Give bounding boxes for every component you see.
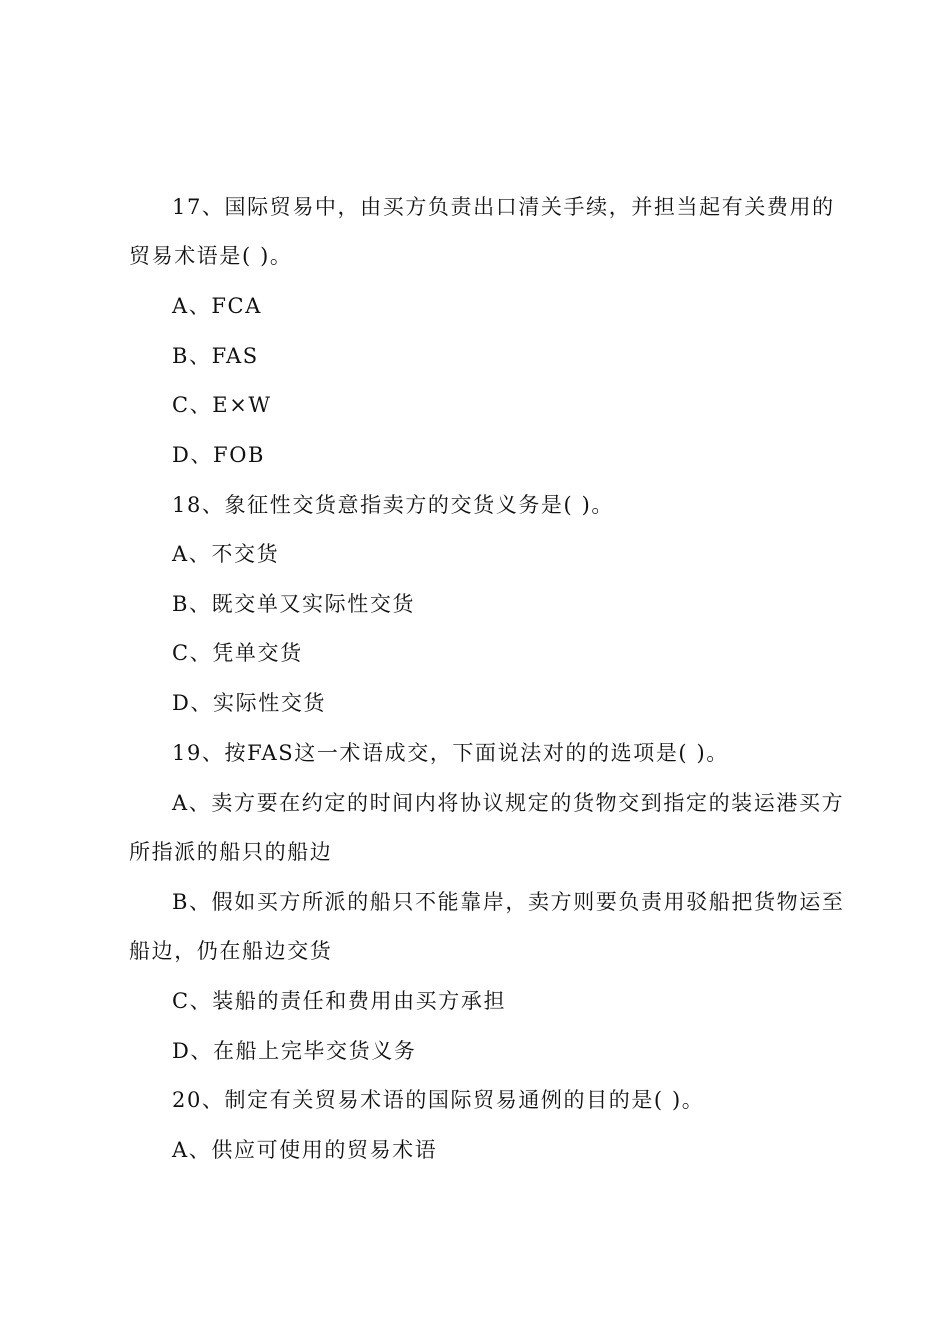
question-18-stem: 18、象征性交货意指卖方的交货义务是( )。 [172, 493, 614, 517]
question-20-stem: 20、制定有关贸易术语的国际贸易通例的目的是( )。 [172, 1088, 705, 1112]
question-18-option-b: B、既交单又实际性交货 [172, 592, 416, 616]
question-19-stem: 19、按FAS这一术语成交，下面说法对的的选项是( )。 [172, 741, 729, 765]
question-17-option-d: D、FOB [172, 443, 266, 467]
question-19-option-a-line-1: A、卖方要在约定的时间内将协议规定的货物交到指定的装运港买方 [172, 791, 845, 815]
question-18-option-a: A、不交货 [172, 542, 280, 566]
question-17-stem-line-1: 17、国际贸易中，由买方负责出口清关手续，并担当起有关费用的 [172, 195, 835, 219]
question-17-stem-line-2: 贸易术语是( )。 [129, 244, 293, 268]
question-18-option-d: D、实际性交货 [172, 691, 327, 715]
question-17-option-c: C、E×W [172, 393, 272, 417]
question-19-option-b-line-2: 船边，仍在船边交货 [129, 939, 333, 963]
question-19-option-d: D、在船上完毕交货义务 [172, 1039, 417, 1063]
question-19-option-b-line-1: B、假如买方所派的船只不能靠岸，卖方则要负责用驳船把货物运至 [172, 890, 845, 914]
question-20-option-a: A、供应可使用的贸易术语 [172, 1138, 438, 1162]
question-19-option-c: C、装船的责任和费用由买方承担 [172, 989, 507, 1013]
question-17-option-a: A、FCA [172, 294, 262, 318]
question-18-option-c: C、凭单交货 [172, 641, 303, 665]
question-19-option-a-line-2: 所指派的船只的船边 [129, 840, 333, 864]
question-17-option-b: B、FAS [172, 344, 259, 368]
